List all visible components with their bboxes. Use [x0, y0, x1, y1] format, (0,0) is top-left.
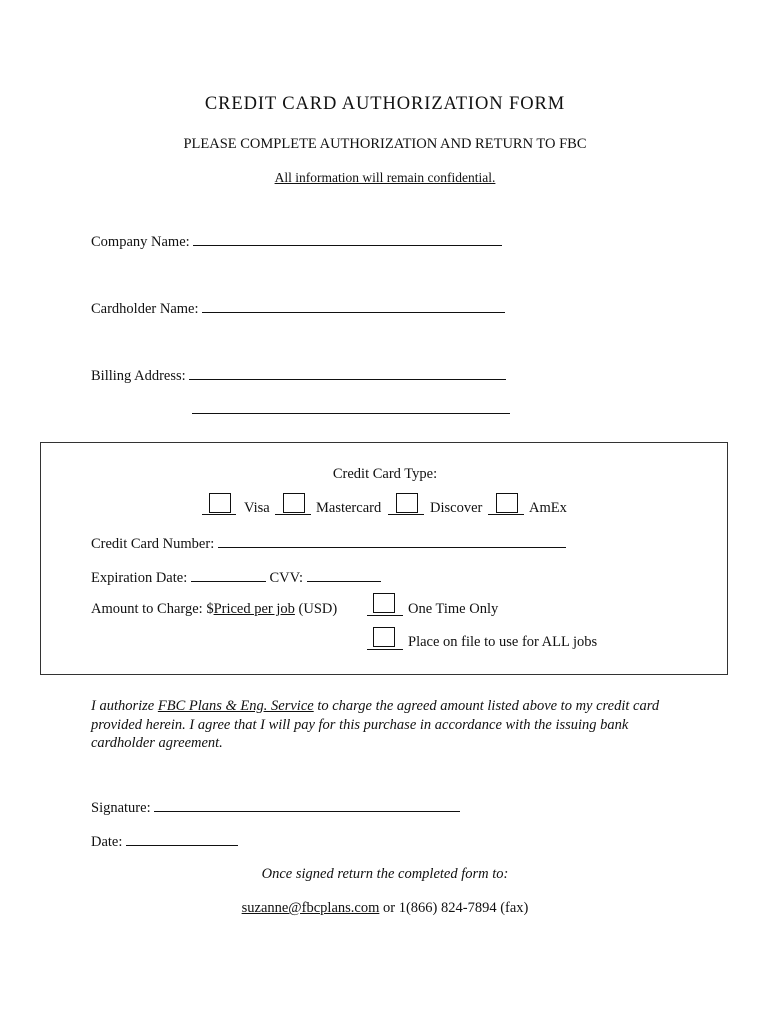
expiration-label: Expiration Date:	[91, 570, 188, 586]
discover-label: Discover	[430, 500, 483, 516]
visa-label: Visa	[244, 500, 270, 516]
billing-address-input-line-2[interactable]	[192, 412, 510, 414]
date-field	[91, 832, 238, 851]
company-name-input-line[interactable]	[193, 232, 502, 246]
billing-address-field	[91, 366, 506, 385]
authorization-text-after: to charge the agreed amount listed above to my credit card provided herein. I agree that I will pay for this purchase in accordance with the issuing bank cardholder agreement.	[91, 698, 660, 751]
form-subtitle: PLEASE COMPLETE AUTHORIZATION AND RETURN TO FBC	[183, 136, 587, 152]
mastercard-label: Mastercard	[316, 500, 382, 516]
billing-address-label: Billing Address:	[91, 368, 186, 384]
cvv-input-line[interactable]	[307, 568, 381, 582]
amex-checkbox[interactable]	[496, 493, 518, 513]
visa-checkbox[interactable]	[209, 493, 231, 513]
authorization-statement	[91, 697, 691, 753]
form-title: CREDIT CARD AUTHORIZATION FORM	[204, 94, 566, 114]
date-label: Date:	[91, 834, 123, 850]
on-file-checkbox[interactable]	[373, 627, 395, 647]
contact-email-link[interactable]: suzanne@fbcplans.com	[241, 900, 380, 916]
company-name-label: Company Name:	[91, 234, 190, 250]
signature-input-line[interactable]	[154, 798, 460, 812]
company-name-field	[91, 232, 502, 251]
on-file-underline	[367, 648, 403, 650]
confidential-note-wrap	[0, 169, 770, 187]
amount-value: Priced per job	[213, 601, 295, 617]
amount-label: Amount to Charge: $	[91, 601, 214, 617]
date-input-line[interactable]	[126, 832, 238, 846]
discover-underline	[388, 513, 424, 515]
contact-line	[0, 900, 770, 917]
cvv-label: CVV:	[269, 570, 304, 586]
amex-label: AmEx	[529, 500, 567, 516]
billing-address-input-line-1[interactable]	[189, 366, 506, 380]
mastercard-checkbox[interactable]	[283, 493, 305, 513]
contact-fax: or 1(866) 824-7894 (fax)	[379, 900, 529, 916]
visa-underline	[202, 513, 236, 515]
amex-underline	[488, 513, 524, 515]
discover-checkbox[interactable]	[396, 493, 418, 513]
card-type-label: Credit Card Type:	[332, 466, 438, 482]
card-number-field	[91, 534, 566, 553]
authorized-company: FBC Plans & Eng. Service	[157, 698, 314, 714]
mastercard-underline	[275, 513, 311, 515]
confidential-note: All information will remain confidential.	[274, 170, 496, 185]
authorization-text-before: I authorize	[91, 698, 158, 714]
signature-label: Signature:	[91, 800, 151, 816]
cardholder-name-input-line[interactable]	[202, 299, 505, 313]
signature-field	[91, 798, 460, 817]
return-instruction: Once signed return the completed form to:	[261, 866, 509, 882]
one-time-checkbox[interactable]	[373, 593, 395, 613]
card-number-input-line[interactable]	[218, 534, 566, 548]
on-file-label: Place on file to use for ALL jobs	[408, 634, 598, 650]
cardholder-name-field	[91, 299, 505, 318]
one-time-label: One Time Only	[408, 601, 499, 617]
amount-currency: (USD)	[298, 601, 338, 617]
cardholder-name-label: Cardholder Name:	[91, 301, 199, 317]
expiration-input-line[interactable]	[191, 568, 266, 582]
one-time-underline	[367, 614, 403, 616]
expiration-cvv-row	[91, 568, 381, 587]
amount-row	[91, 601, 337, 618]
card-number-label: Credit Card Number:	[91, 536, 215, 552]
